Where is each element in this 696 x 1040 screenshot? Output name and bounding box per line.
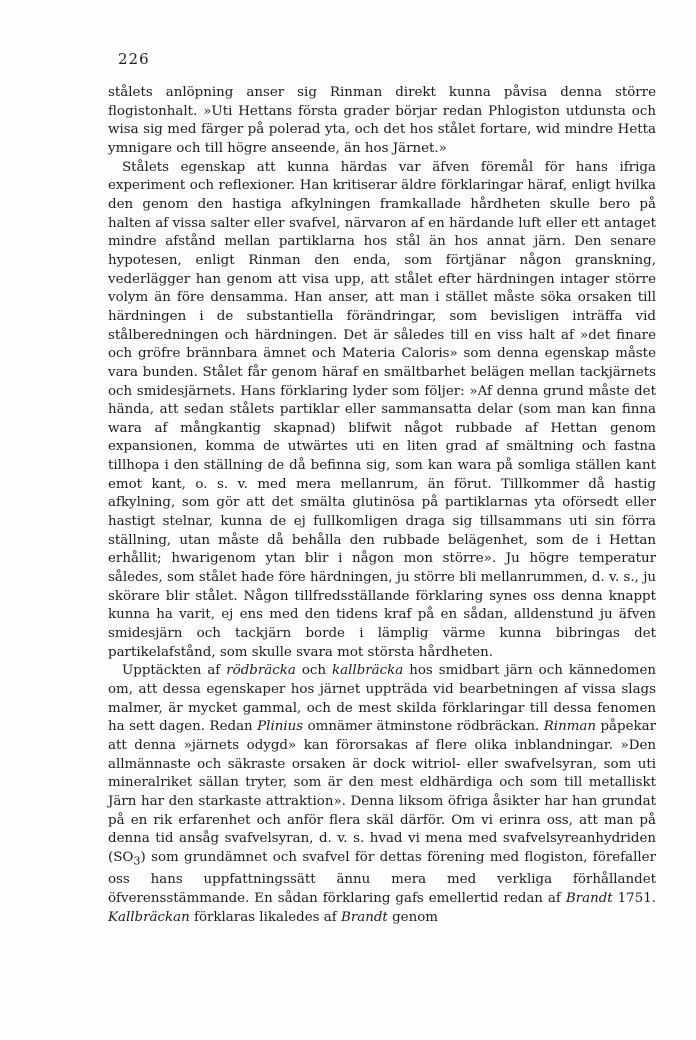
paragraph: stålets anlöpning anser sig Rinman direkt kunna påvisa denna större flogistonhalt. »Uti Hettans första grader börjar redan Phlogiston utdunsta och wisa sig med färger på polerad yta, och det hos stålet fortare, wid mindre Hetta ymnigare och till högre anseende, än hos Järnet.» [108,85,656,156]
italic-term: Kallbräckan [108,909,190,925]
paragraph: Upptäckten af rödbräcka och kallbräcka hos smidbart järn och kännedomen om, att dessa egenskaper hos järnet uppträda vid bearbetningen af vissa slags malmer, är mycket gammal, och de mest skilda förklaringar till dessa fenomen ha sett dagen. Redan Plinius omnämer ätminstone rödbräckan. Rinman påpekar att denna »järnets odygd» kan förorsakas af flere olika inblandningar. »Den allmännaste och säkraste orsaken är dock witriol- eller swafvelsyran, som uti mineralriket sällan tryter, som är den mest eldhärdiga och som till metalliskt Järn har den starkaste attraktion». Denna liksom öfriga åsikter har han grundat på en rik erfarenhet och anför flera skäl därför. Om vi erinra oss, att man på denna tid ansåg svafvelsyran, d. v. s. hvad vi mena med svafvelsyreanhydriden $(SO_3)$ som grundämnet och svafvel för dettas förening med flogiston, förefaller oss hans uppfattningssätt ännu mera med verkliga förhållandet öfverensstämmande. En sådan förklaring gafs emellertid redan af Brandt 1751. Kallbräckan förklaras likaledes af Brandt genom [108,663,657,925]
italic-term: kallbräcka [332,663,404,679]
subscript: 3 [133,854,141,868]
italic-term: Plinius [257,719,304,735]
italic-term: Brandt [341,909,388,925]
body-text [108,84,656,927]
paragraph: Stålets egenskap att kunna härdas var äfven föremål för hans ifriga experiment och reflexioner. Han kritiserar äldre förklaringar häraf, enligt hvilka den genom den hastiga afkylningen framkallade hårdheten skulle bero på halten af vissa salter eller svafvel, närvaron af en härdande luft eller ett antaget mindre afstånd mellan partiklarna hos stål än hos annat järn. Den senare hypotesen, enligt Rinman den enda, som förtjänar någon granskning, vederlägger han genom att visa upp, att stålet efter härdningen intager större volym än före densamma. Han anser, att man i stället måste söka orsaken till härdningen i de substantiella förändringar, som bevisligen inträffa vid stålberedningen och härdningen. Det är således till en viss halt af »det finare och gröfre brännbara ämnet och Materia Caloris» som denna egenskap måste vara bunden. Stålet får genom häraf en smältbarhet belägen mellan tackjärnets och smidesjärnets. Hans förklaring lyder som följer: »Af denna grund måste det hända, att sedan stålets partiklar eller sammansatta delar (som man kan finna wara af mångkantig skapnad) blifwit något rubbade af Hettan genom expansionen, komma de utwärtes uti en liten grad af smältning och fastna tillhopa i den ställning de då befinna sig, som kan wara på somliga ställen kant emot kant, o. s. v. med mera mellanrum, än förut. Tillkommer då hastig afkylning, som gör att det smälta glutinösa på partiklarnas yta oförsedt eller hastigt stelnar, kunna de ej fullkomligen draga sig tillsammans uti sin förra ställning, utan måste då behålla den rubbade belägenhet, som de i Hettan erhållit; hwarigenom ytan blir i någon mon större». Ju högre temperatur således, som stålet hade före härdningen, ju större bli mellanrummen, d. v. s., ju skörare blir stålet. Någon tillfredsställande förklaring synes oss denna knappt kunna ha varit, ej ens med den tidens kraf på en sådan, alldenstund ju äfven smidesjärn och tackjärn borde i lämplig värme kunna bibringas det partikelafstånd, som skulle svara mot största hårdheten. [108,159,656,660]
italic-term: rödbräcka [226,663,296,679]
italic-term: Rinman [543,719,596,735]
page-number: 226 [118,50,150,68]
italic-term: Brandt [565,890,613,906]
